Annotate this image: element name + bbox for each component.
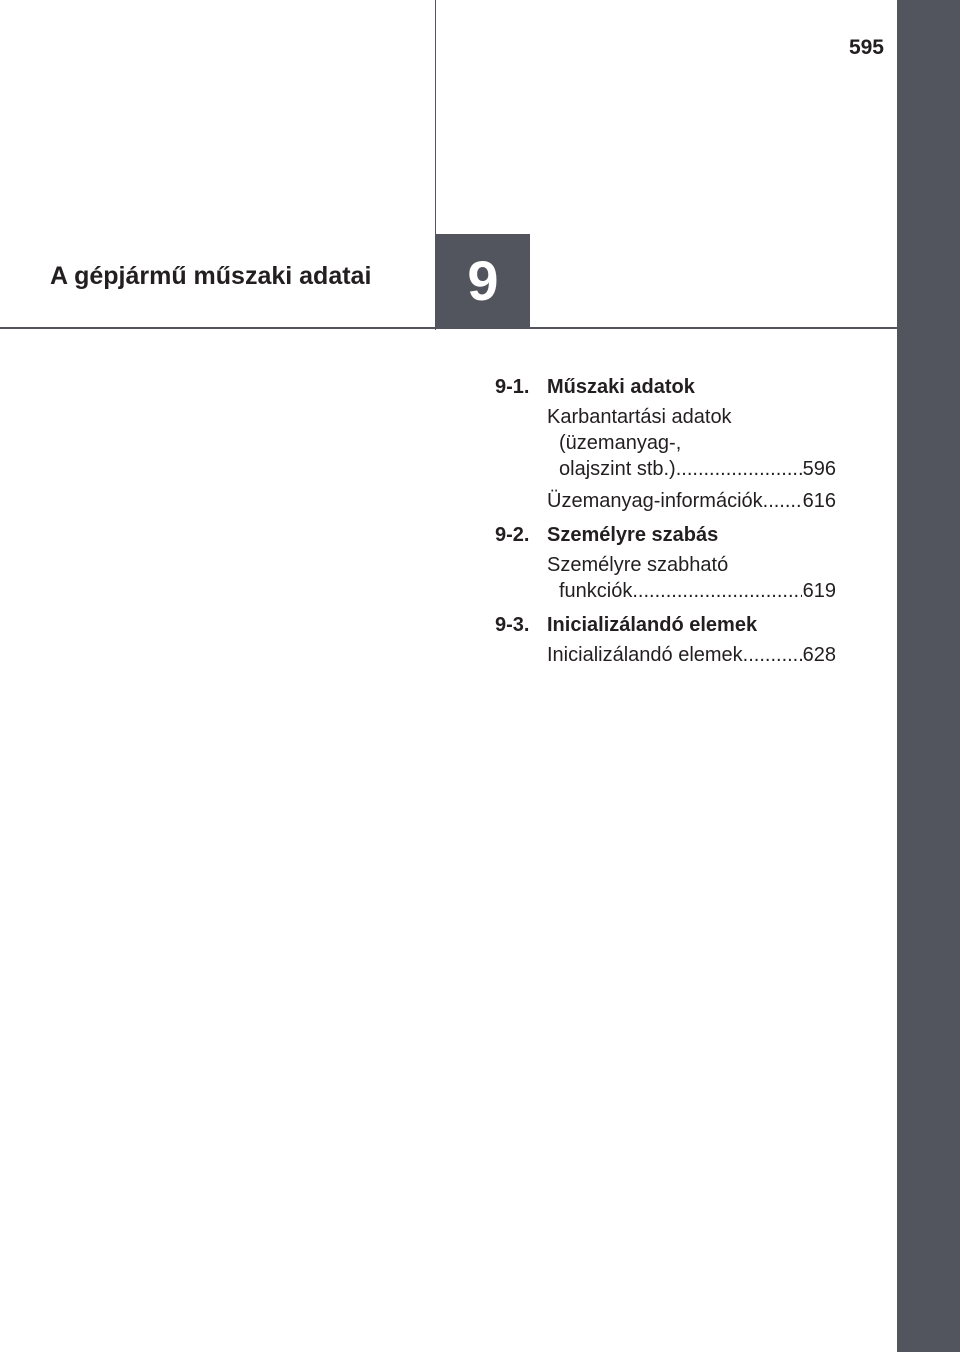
chapter-number-box: 9 xyxy=(436,234,530,327)
entry-text: Karbantartási adatok xyxy=(547,406,732,428)
entry-page-number: 628 xyxy=(802,644,836,666)
section-title: Inicializálandó elemek xyxy=(547,614,758,636)
entry-page-number: 619 xyxy=(802,580,836,602)
entry-page-number: 596 xyxy=(802,458,836,480)
entry-text: Személyre szabható xyxy=(547,554,729,576)
entry-text: (üzemanyag-, xyxy=(559,432,682,454)
section-number: 9-2. xyxy=(495,524,530,546)
entry-text: olajszint stb.) xyxy=(559,458,676,480)
entry-text: Inicializálandó elemek xyxy=(547,644,743,666)
dot-leader xyxy=(632,578,801,604)
toc-entry-szemelyre-szabhato-funkciok[interactable] xyxy=(547,552,836,604)
section-title: Személyre szabás xyxy=(547,524,719,546)
entry-leader-line xyxy=(547,456,836,482)
page-number: 595 xyxy=(848,36,884,59)
section-number: 9-1. xyxy=(495,376,530,398)
header-horizontal-rule xyxy=(0,327,897,329)
entry-page-number: 616 xyxy=(802,490,836,512)
dot-leader xyxy=(743,642,802,668)
toc-section-9-1[interactable] xyxy=(495,372,836,402)
toc-entry-uzemanyag-informaciok[interactable] xyxy=(547,488,836,514)
dot-leader xyxy=(676,456,802,482)
section-number: 9-3. xyxy=(495,614,530,636)
entry-leader-line xyxy=(547,642,836,668)
toc-section-9-2[interactable] xyxy=(495,520,836,550)
chapter-title: A gépjármű műszaki adatai xyxy=(50,262,372,290)
entry-leader-line xyxy=(547,578,836,604)
toc-entry-karbantartasi-adatok[interactable] xyxy=(547,404,836,482)
dot-leader xyxy=(763,488,802,514)
toc-entry-inicializalando-elemek[interactable] xyxy=(547,642,836,668)
entry-text: funkciók xyxy=(559,580,633,602)
section-title: Műszaki adatok xyxy=(547,376,695,398)
chapter-tab-bar xyxy=(897,0,960,1352)
entry-leader-line xyxy=(547,488,836,514)
toc-section-9-3[interactable] xyxy=(495,610,836,640)
table-of-contents xyxy=(495,372,836,674)
entry-text: Üzemanyag-információk xyxy=(547,490,763,512)
